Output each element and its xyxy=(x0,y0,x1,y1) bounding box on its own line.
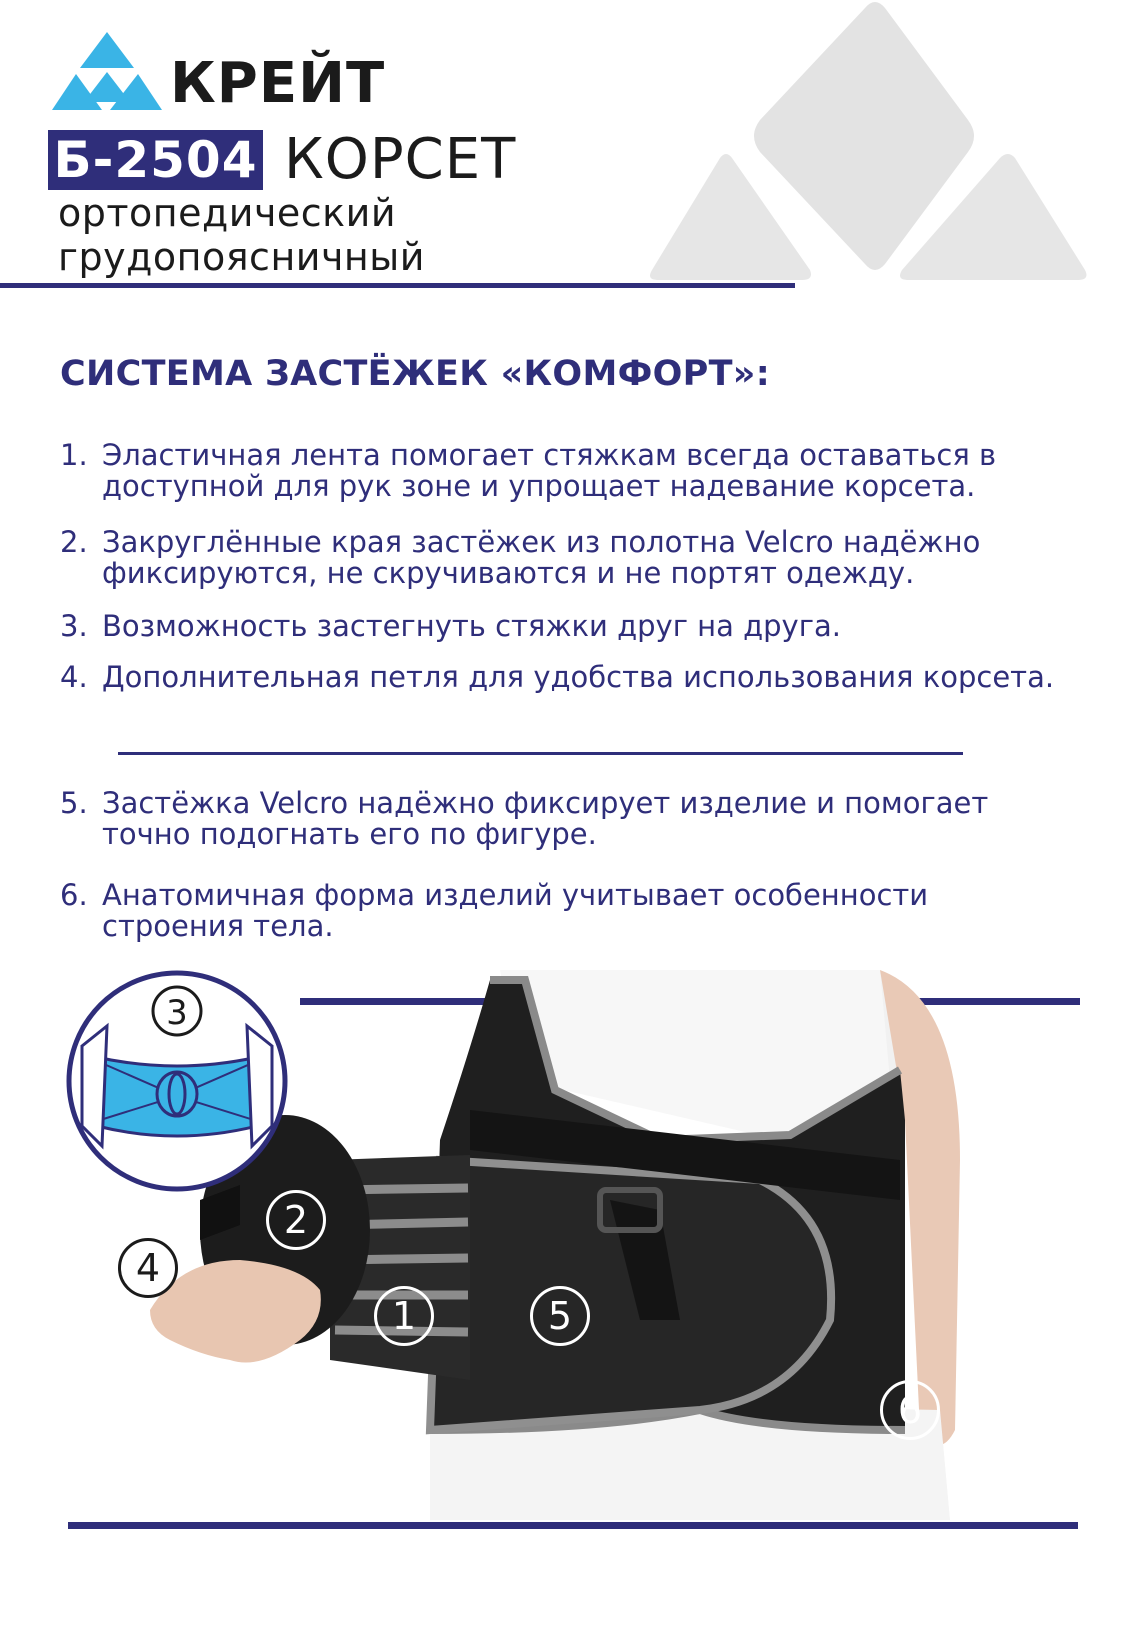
background-triangles xyxy=(650,0,1125,300)
feature-text: Застёжка Velcro надёжно фиксирует изделие и помогает точно подогнать его по фигуре. xyxy=(102,786,989,851)
feature-text: Эластичная лента помогает стяжкам всегда оставаться в доступной для рук зоне и упрощает надевание корсета. xyxy=(102,438,997,503)
marker-6: 6 xyxy=(880,1380,940,1440)
product-title: КОРСЕТ xyxy=(284,127,517,192)
marker-1: 1 xyxy=(374,1286,434,1346)
product-subtitle-line2: грудопоясничный xyxy=(58,235,425,279)
feature-text: Анатомичная форма изделий учитывает особенности строения тела. xyxy=(102,878,929,943)
feature-number: 3. xyxy=(60,609,88,643)
product-subtitle-line1: ортопедический xyxy=(58,191,397,235)
feature-text: Дополнительная петля для удобства использования корсета. xyxy=(102,660,1055,694)
feature-number: 5. xyxy=(60,786,88,820)
photo-bottom-rule xyxy=(68,1522,1078,1529)
title-divider xyxy=(0,283,795,288)
model-number-badge: Б-2504 xyxy=(48,130,263,190)
feature-number: 4. xyxy=(60,660,88,694)
feature-text: Закруглённые края застёжек из полотна Velcro надёжно фиксируются, не скручиваются и не портят одежду. xyxy=(102,525,981,590)
feature-text: Возможность застегнуть стяжки друг на друга. xyxy=(102,609,841,643)
section-heading: СИСТЕМА ЗАСТЁЖЕК «КОМФОРТ»: xyxy=(60,354,771,394)
feature-number: 2. xyxy=(60,525,88,559)
list-divider xyxy=(118,752,963,755)
fastener-detail-inset xyxy=(62,966,292,1196)
brand-name: КРЕЙТ xyxy=(170,51,386,116)
marker-5: 5 xyxy=(530,1286,590,1346)
marker-3-label: 3 xyxy=(166,993,188,1033)
feature-number: 1. xyxy=(60,438,88,472)
marker-2: 2 xyxy=(266,1190,326,1250)
marker-4: 4 xyxy=(118,1238,178,1298)
feature-number: 6. xyxy=(60,878,88,912)
